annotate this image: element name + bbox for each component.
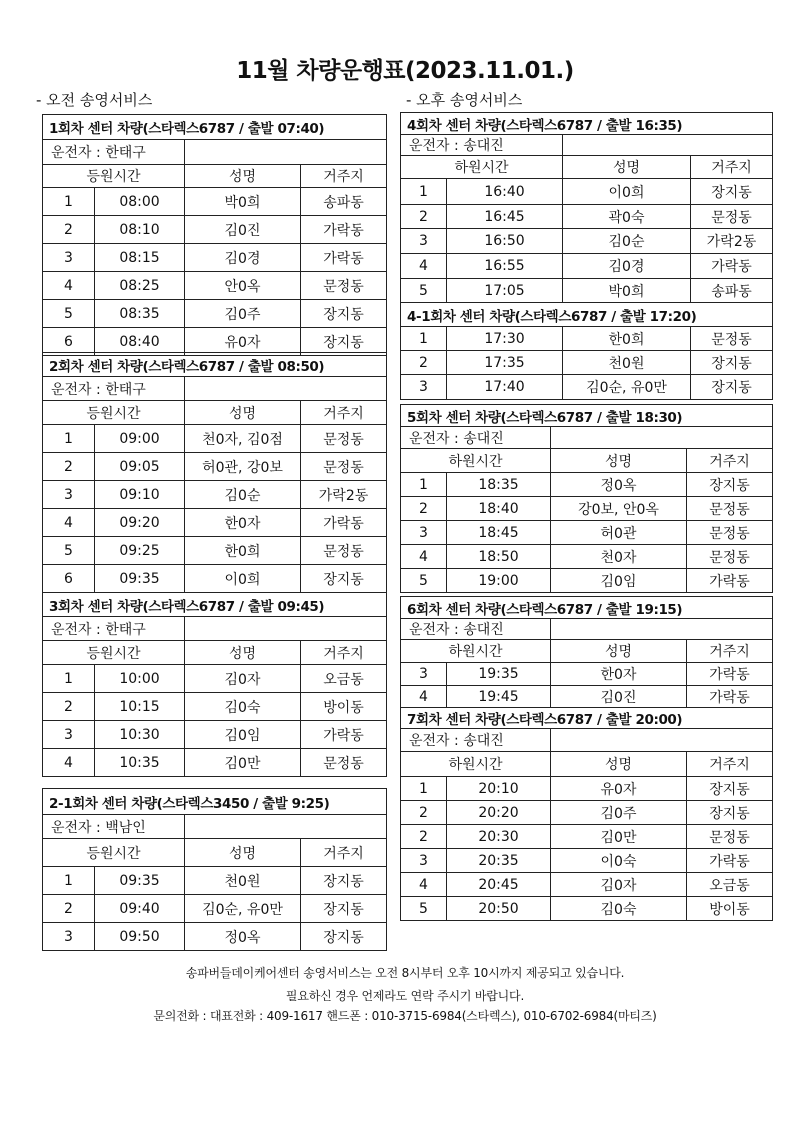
table-row: 3 20:35 이0숙 가락동 (401, 849, 773, 873)
table-row: 2 20:20 김0주 장지동 (401, 801, 773, 825)
time-header: 하원시간 (401, 156, 563, 179)
round-heading: 2회차 센터 차량(스타렉스6787 / 출발 08:50) (43, 353, 387, 377)
table-row: 6 09:35 이0희 장지동 (43, 565, 387, 593)
table-row: 1 18:35 정0옥 장지동 (401, 473, 773, 497)
am-section-heading: - 오전 송영서비스 (36, 91, 153, 109)
time-header: 등원시간 (43, 839, 185, 867)
address-header: 거주지 (301, 641, 387, 665)
table-row: 3 16:50 김0순 가락2동 (401, 229, 773, 254)
table-row: 2 18:40 강0보, 안0옥 문정동 (401, 497, 773, 521)
table-row: 2 09:40 김0순, 유0만 장지동 (43, 895, 387, 923)
table-row: 1 20:10 유0자 장지동 (401, 777, 773, 801)
footer-phone-numbers: 문의전화 : 대표전화 : 409-1617 핸드폰 : 010-3715-6984(스타렉스), 010-6702-6984(마티즈) (153, 1009, 657, 1023)
table-row: 1 08:00 박0희 송파동 (43, 188, 387, 216)
pm-section-heading: - 오후 송영서비스 (406, 91, 523, 109)
table-row: 4 08:25 안0옥 문정동 (43, 272, 387, 300)
table-row: 1 09:35 천0원 장지동 (43, 867, 387, 895)
table-row: 1 09:00 천0자, 김0점 문정동 (43, 425, 387, 453)
footer-contact-note: 필요하신 경우 언제라도 연락 주시기 바랍니다. (285, 989, 525, 1003)
round-heading: 7회차 센터 차량(스타렉스6787 / 출발 20:00) (401, 708, 773, 729)
round-2-1-table (42, 788, 387, 951)
table-row: 2 10:15 김0숙 방이동 (43, 693, 387, 721)
address-header: 거주지 (691, 156, 773, 179)
round-6-table (400, 596, 773, 708)
address-header: 거주지 (301, 839, 387, 867)
driver-label: 운전자 : 백남인 (43, 815, 185, 839)
address-header: 거주지 (687, 449, 773, 473)
driver-label: 운전자 : 한태구 (43, 140, 185, 165)
name-header: 성명 (185, 401, 301, 425)
table-row: 5 09:25 한0희 문정동 (43, 537, 387, 565)
table-row: 3 09:50 정0옥 장지동 (43, 923, 387, 951)
name-header: 성명 (551, 640, 687, 663)
round-heading: 6회차 센터 차량(스타렉스6787 / 출발 19:15) (401, 597, 773, 619)
table-row: 6 08:40 유0자 장지동 (43, 328, 387, 356)
address-header: 거주지 (687, 752, 773, 777)
table-row: 2 08:10 김0진 가락동 (43, 216, 387, 244)
time-header: 하원시간 (401, 752, 551, 777)
name-header: 성명 (185, 165, 301, 188)
table-row: 5 17:05 박0희 송파동 (401, 279, 773, 303)
table-row: 1 10:00 김0자 오금동 (43, 665, 387, 693)
driver-label: 운전자 : 한태구 (43, 617, 185, 641)
table-row: 3 19:35 한0자 가락동 (401, 663, 773, 686)
table-row: 3 08:15 김0경 가락동 (43, 244, 387, 272)
table-row: 4 16:55 김0경 가락동 (401, 254, 773, 279)
name-header: 성명 (551, 449, 687, 473)
round-4-table (400, 112, 773, 400)
footer-service-hours: 송파버들데이케어센터 송영서비스는 오전 8시부터 오후 10시까지 제공되고 있습니다. (185, 966, 625, 980)
table-row: 3 17:40 김0순, 유0만 장지동 (401, 375, 773, 400)
name-header: 성명 (563, 156, 691, 179)
table-row: 5 08:35 김0주 장지동 (43, 300, 387, 328)
round-heading: 2-1회차 센터 차량(스타렉스3450 / 출발 9:25) (43, 789, 387, 815)
driver-label: 운전자 : 송대진 (401, 135, 563, 156)
round-7-table (400, 707, 773, 921)
time-header: 등원시간 (43, 165, 185, 188)
round-2-table (42, 352, 387, 593)
table-row: 5 20:50 김0숙 방이동 (401, 897, 773, 921)
table-row: 4 20:45 김0자 오금동 (401, 873, 773, 897)
address-header: 거주지 (687, 640, 773, 663)
table-row: 3 10:30 김0임 가락동 (43, 721, 387, 749)
round-1-table (42, 114, 387, 356)
round-3-table (42, 592, 387, 777)
round-heading: 5회차 센터 차량(스타렉스6787 / 출발 18:30) (401, 405, 773, 427)
table-row: 4 09:20 한0자 가락동 (43, 509, 387, 537)
round-heading: 4-1회차 센터 차량(스타렉스6787 / 출발 17:20) (401, 303, 773, 327)
round-5-table (400, 404, 773, 593)
table-row: 1 17:30 한0희 문정동 (401, 327, 773, 351)
table-row: 2 09:05 허0관, 강0보 문정동 (43, 453, 387, 481)
time-header: 등원시간 (43, 401, 185, 425)
time-header: 등원시간 (43, 641, 185, 665)
round-heading: 3회차 센터 차량(스타렉스6787 / 출발 09:45) (43, 593, 387, 617)
driver-label: 운전자 : 한태구 (43, 377, 185, 401)
table-row: 1 16:40 이0희 장지동 (401, 179, 773, 205)
table-row: 4 19:45 김0진 가락동 (401, 686, 773, 708)
name-header: 성명 (551, 752, 687, 777)
name-header: 성명 (185, 641, 301, 665)
driver-label: 운전자 : 송대진 (401, 729, 551, 752)
table-row: 4 18:50 천0자 문정동 (401, 545, 773, 569)
time-header: 하원시간 (401, 640, 551, 663)
table-row: 2 16:45 곽0숙 문정동 (401, 205, 773, 229)
table-row: 2 17:35 천0원 장지동 (401, 351, 773, 375)
table-row: 3 09:10 김0순 가락2동 (43, 481, 387, 509)
round-heading: 4회차 센터 차량(스타렉스6787 / 출발 16:35) (401, 113, 773, 135)
table-row: 5 19:00 김0임 가락동 (401, 569, 773, 593)
page-title: 11월 차량운행표(2023.11.01.) (236, 58, 574, 84)
table-row: 2 20:30 김0만 문정동 (401, 825, 773, 849)
round-heading: 1회차 센터 차량(스타렉스6787 / 출발 07:40) (43, 115, 387, 140)
table-row: 3 18:45 허0관 문정동 (401, 521, 773, 545)
driver-label: 운전자 : 송대진 (401, 619, 551, 640)
name-header: 성명 (185, 839, 301, 867)
address-header: 거주지 (301, 165, 387, 188)
address-header: 거주지 (301, 401, 387, 425)
driver-label: 운전자 : 송대진 (401, 427, 551, 449)
table-row: 4 10:35 김0만 문정동 (43, 749, 387, 777)
time-header: 하원시간 (401, 449, 551, 473)
